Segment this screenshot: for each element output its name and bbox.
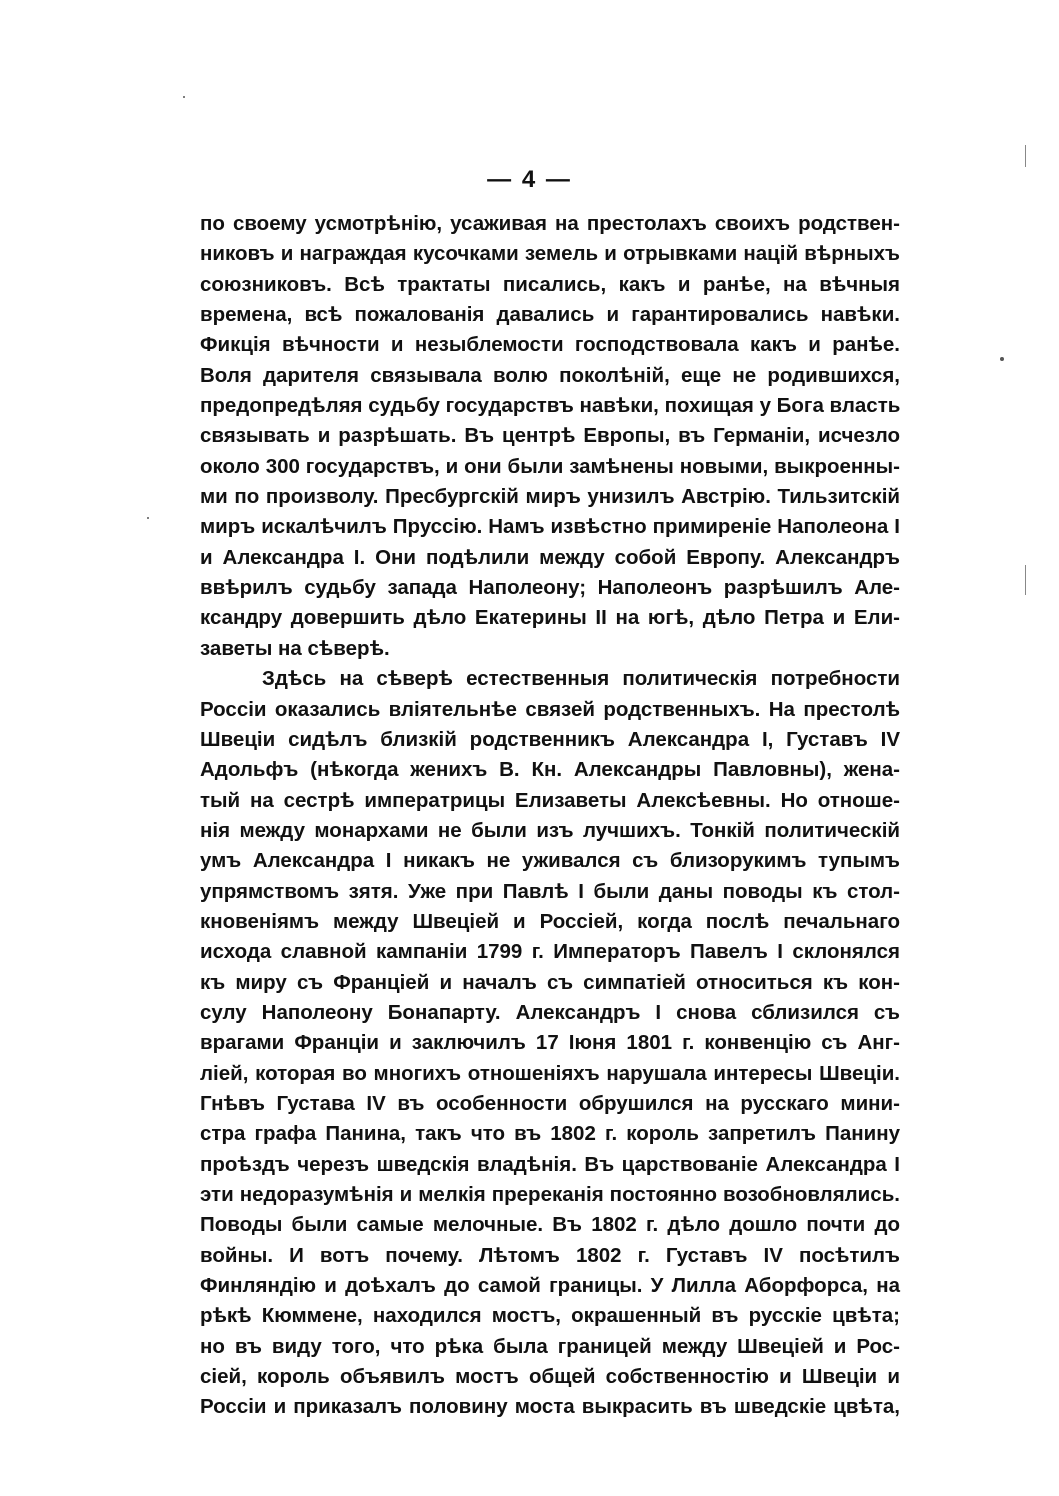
text-line: Адольфъ (нѣкогда женихъ В. Кн. Александры Павловны), жена- [200,758,900,782]
text-line: кновеніямъ между Швеціей и Россіей, когда послѣ печальнаго [200,909,900,933]
text-line: союзниковъ. Всѣ трактаты писались, какъ и ранѣе, на вѣчныя [200,272,900,296]
text-line: Воля дарителя связывала волю поколѣній, еще не родившихся, [200,363,900,387]
scan-speck [1000,357,1004,361]
text-line: стра графа Панина, такъ что въ 1802 г. король запретилъ Панину [200,1122,900,1146]
text-line: исхода славной кампаніи 1799 г. Императоръ Павелъ I склонялся [200,940,900,964]
text-line: и Александра I. Они подѣлили между собой Европу. Александръ [200,545,900,569]
text-line: ксандру довершить дѣло Екатерины II на югѣ, дѣло Петра и Ели- [200,606,900,630]
text-line: сулу Наполеону Бонапарту. Александръ I снова сблизился съ [200,1000,900,1024]
text-line: миръ искалѣчилъ Пруссію. Намъ извѣстно примиреніе Наполеона I [200,515,900,539]
paragraph-start-line: Здѣсь на сѣверѣ естественныя политическія потребности [262,667,900,691]
text-line: сіей, король объявилъ мостъ общей собственностію и Швеціи и [200,1365,900,1389]
text-line: Россіи оказались вліятельнѣе связей родственныхъ. На престолѣ [200,697,900,721]
text-line: ліей, которая во многихъ отношеніяхъ нарушала интересы Швеціи. [200,1061,900,1085]
text-line: никовъ и награждая кусочками земель и отрывками націй вѣрныхъ [200,242,900,266]
text-line: Россіи и приказалъ половину моста выкрасить въ шведскіе цвѣта, [200,1395,900,1419]
page-number: — 4 — [487,166,572,193]
text-line: рѣкѣ Кюммене, находился мостъ, окрашенный въ русскіе цвѣта; [200,1304,900,1328]
text-line: тый на сестрѣ императрицы Елизаветы Алексѣевны. Но отноше- [200,788,900,812]
text-line: нія между монархами не были изъ лучшихъ. Тонкій политическій [200,818,900,842]
scan-edge-mark [1025,565,1026,595]
text-line: около 300 государствъ, и они были замѣнены новыми, выкроенны- [200,454,900,478]
text-line: Финляндію и доѣхалъ до самой границы. У Лилла Аборфорса, на [200,1274,900,1298]
text-line: ми по произволу. Пресбургскій миръ унизилъ Австрію. Тильзитскій [200,485,900,509]
text-line: но въ виду того, что рѣка была границей между Швеціей и Рос- [200,1334,900,1358]
text-line: по своему усмотрѣнію, усаживая на престолахъ своихъ родствен- [200,212,900,235]
text-line: врагами Франціи и заключилъ 17 Іюня 1801 г. конвенцію съ Анг- [200,1031,900,1055]
text-line: Швеціи сидѣлъ близкій родственникъ Александра I, Густавъ IV [200,727,900,751]
text-line: эти недоразумѣнія и мелкія пререканія постоянно возобновлялись. [200,1183,900,1206]
text-line: къ миру съ Франціей и началъ съ симпатіей относиться къ кон- [200,970,900,994]
scan-edge-mark [1025,145,1026,167]
text-line: Гнѣвъ Густава IV въ особенности обрушился на русскаго мини- [200,1091,900,1115]
scan-speck [147,517,149,519]
text-line: времена, всѣ пожалованія давались и гарантировались навѣки. [200,303,900,327]
text-line: умъ Александра I никакъ не уживался съ близорукимъ тупымъ [200,849,900,873]
text-line: Фикція вѣчности и незыблемости господствовала какъ и ранѣе. [200,333,900,357]
text-line: проѣздъ черезъ шведскія владѣнія. Въ царствованіе Александра I [200,1152,900,1176]
text-line: ввѣрилъ судьбу запада Наполеону; Наполеонъ разрѣшилъ Але- [200,576,900,600]
body-text [200,209,900,1423]
paragraph-end-line: заветы на сѣверѣ. [200,636,390,660]
text-line: предопредѣляя судьбу государствъ навѣки, похищая у Бога власть [200,394,901,418]
text-line: связывать и разрѣшать. Въ центрѣ Европы, въ Германіи, исчезло [200,424,900,448]
scan-speck [183,96,185,98]
text-line: упрямствомъ зятя. Уже при Павлѣ I были даны поводы къ стол- [200,879,900,903]
text-line: Поводы были самые мелочные. Въ 1802 г. дѣло дошло почти до [200,1213,900,1237]
text-line: войны. И вотъ почему. Лѣтомъ 1802 г. Густавъ IV посѣтилъ [200,1243,900,1267]
